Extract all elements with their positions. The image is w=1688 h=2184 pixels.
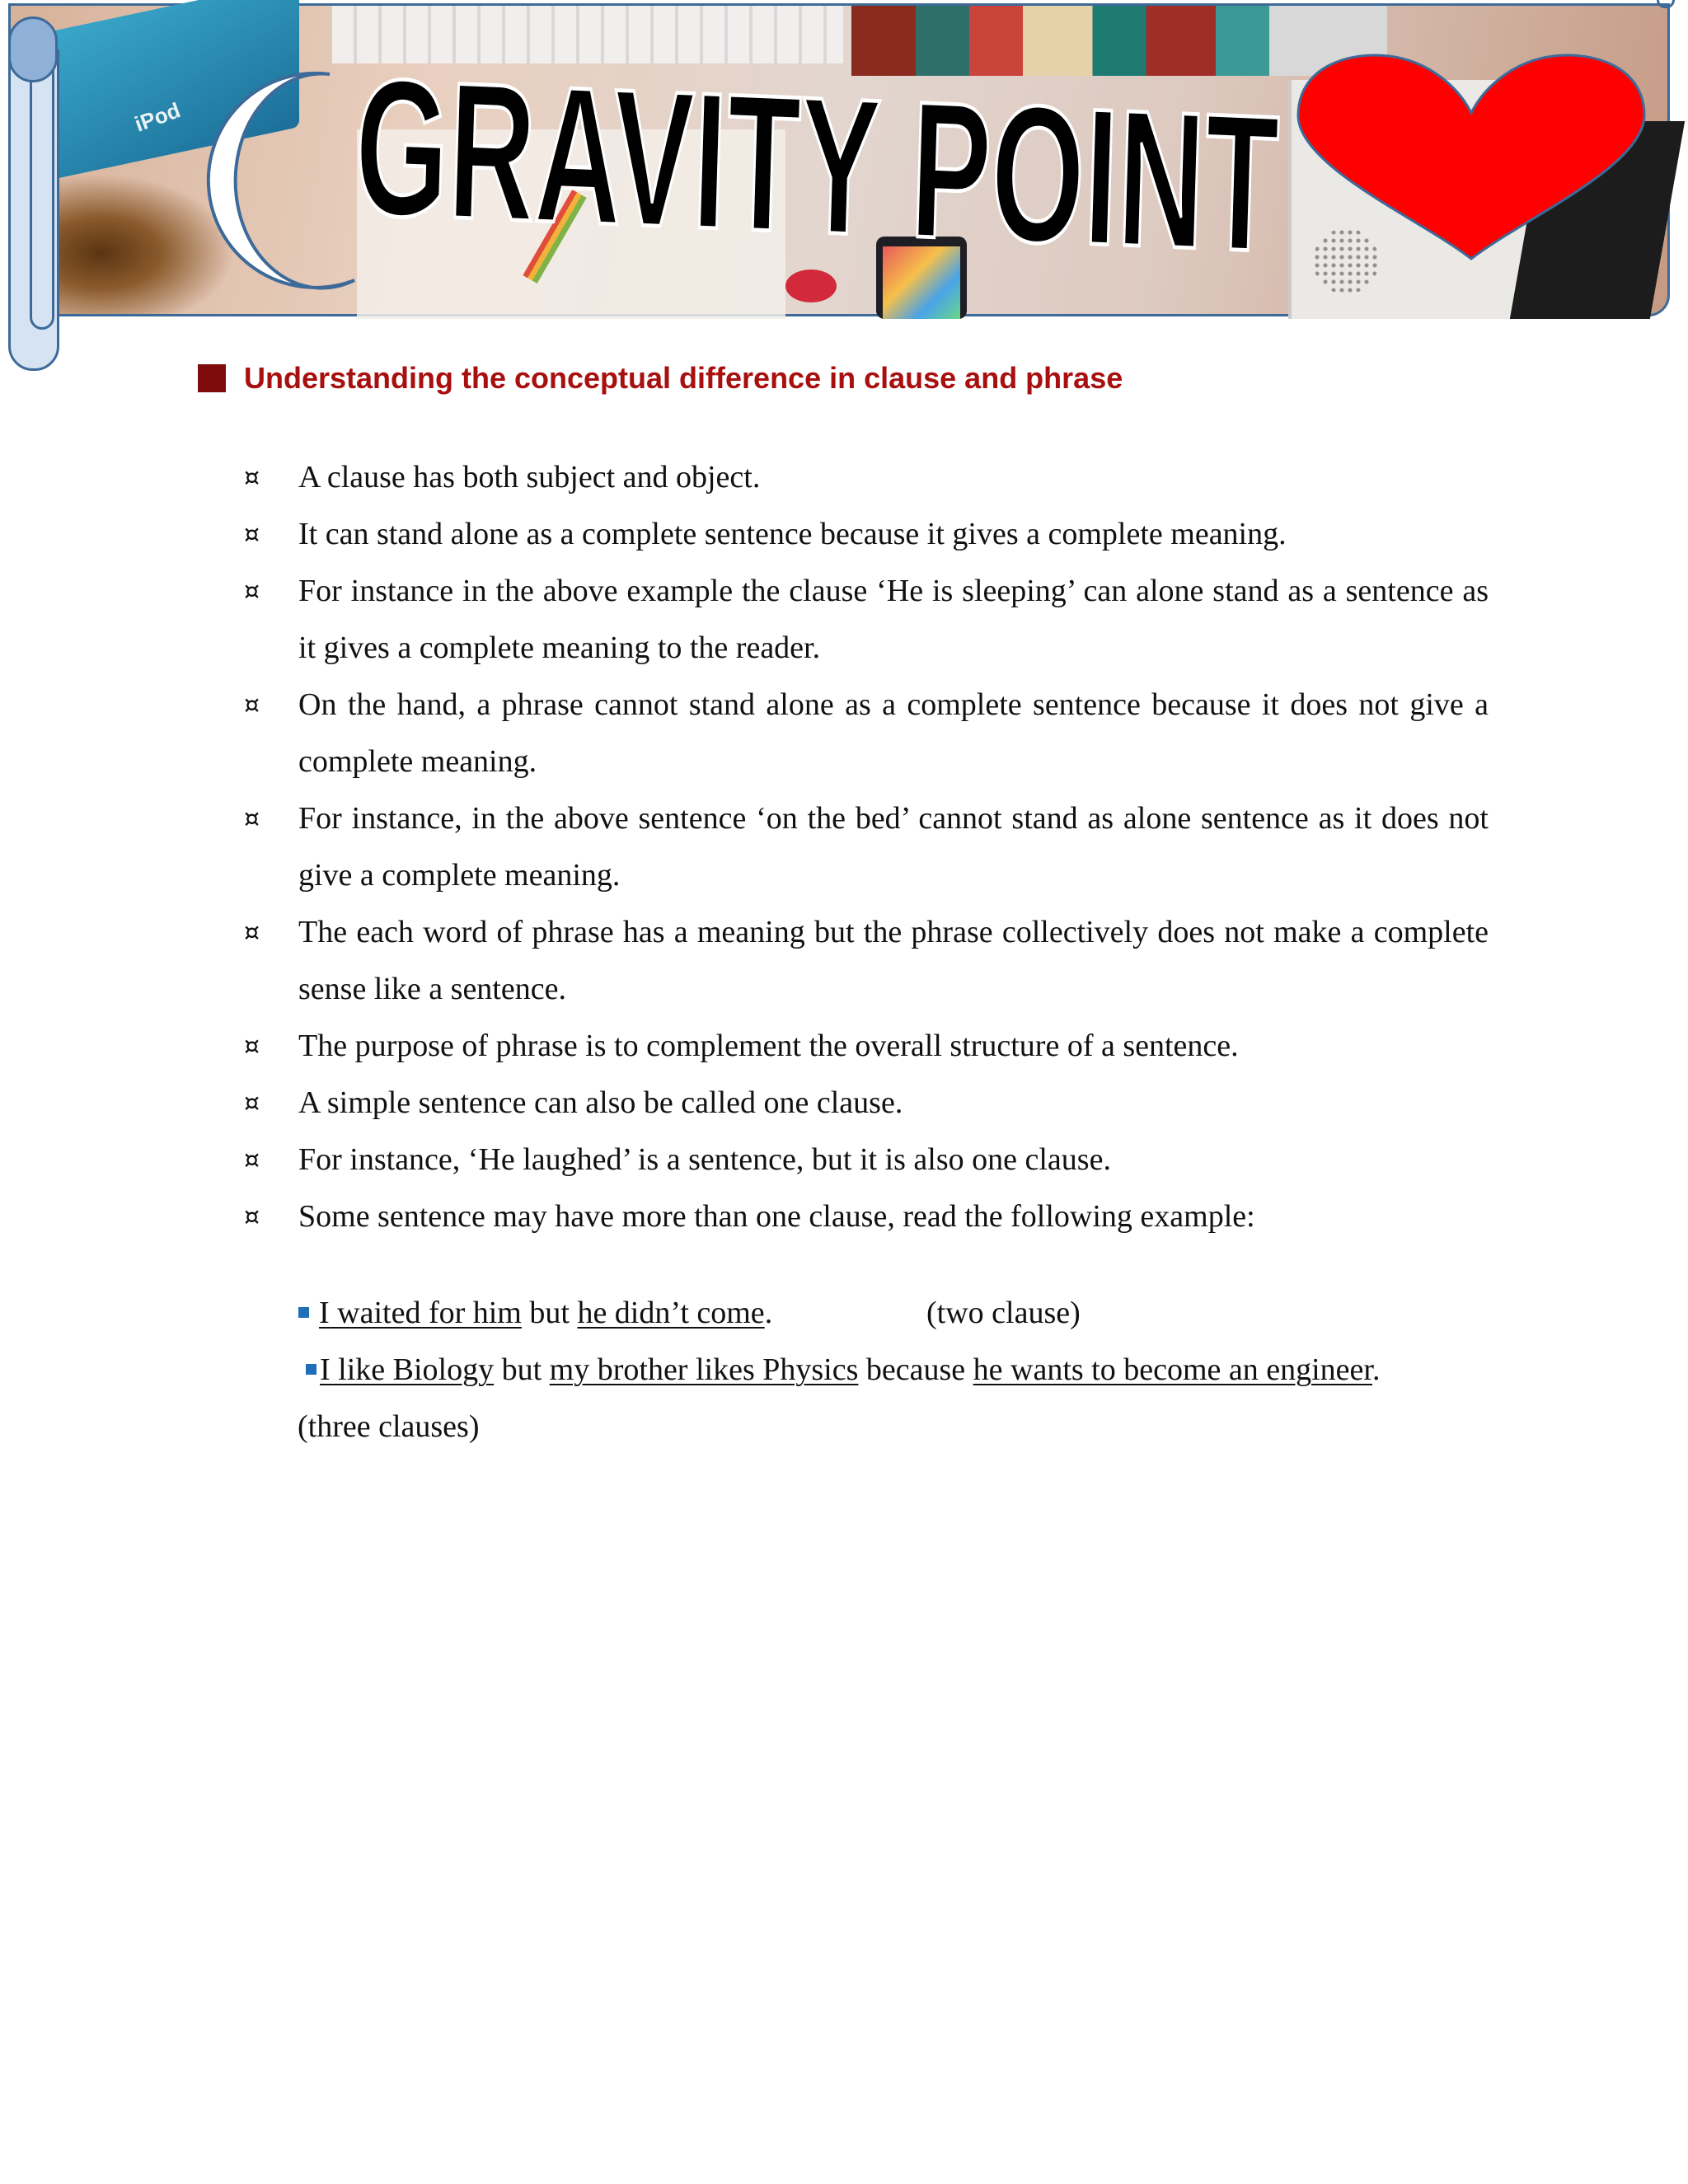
square-bullet-icon bbox=[298, 1307, 309, 1318]
bullet-text: For instance in the above example the clause ‘He is sleeping’ can alone stand as a sentence as it gives a complete meaning to the reader. bbox=[298, 574, 1489, 665]
heart-icon bbox=[1290, 51, 1653, 265]
list-item bbox=[244, 904, 1489, 1018]
examples-block bbox=[298, 1285, 1518, 1455]
bullet-list bbox=[244, 449, 1489, 1245]
bullet-text: It can stand alone as a complete sentence because it gives a complete meaning. bbox=[298, 517, 1287, 551]
bullet-text: On the hand, a phrase cannot stand alone as a complete sentence because it does not give a complete meaning. bbox=[298, 687, 1489, 779]
example2-clause-2: my brother likes Physics bbox=[549, 1352, 859, 1387]
list-item bbox=[244, 1018, 1489, 1075]
example2-label: (three clauses) bbox=[298, 1409, 480, 1444]
example-line-2-label bbox=[298, 1399, 1518, 1455]
currency-bullet-icon: ¤ bbox=[244, 1202, 260, 1231]
bullet-text: The purpose of phrase is to complement the overall structure of a sentence. bbox=[298, 1029, 1239, 1063]
list-item bbox=[244, 790, 1489, 904]
banner-title-text: GRAVITY POINT bbox=[352, 38, 1625, 307]
currency-bullet-icon: ¤ bbox=[244, 463, 260, 492]
example1-clause-1: I waited for him bbox=[319, 1296, 522, 1330]
currency-bullet-icon: ¤ bbox=[244, 804, 260, 833]
heading-square-icon bbox=[198, 364, 226, 392]
example2-conjunction-2: because bbox=[858, 1352, 973, 1387]
example1-label: (two clause) bbox=[926, 1296, 1081, 1330]
list-item bbox=[244, 677, 1489, 790]
example1-period: . bbox=[764, 1296, 773, 1330]
example-line-1 bbox=[298, 1285, 1518, 1342]
currency-bullet-icon: ¤ bbox=[244, 918, 260, 947]
example-line-2 bbox=[306, 1342, 1518, 1399]
example2-clause-1: I like Biology bbox=[320, 1352, 495, 1387]
list-item bbox=[244, 1075, 1489, 1132]
list-item bbox=[244, 563, 1489, 677]
bullet-text: For instance, in the above sentence ‘on the bed’ cannot stand as alone sentence as it does not give a complete meaning. bbox=[298, 801, 1489, 893]
bullet-text: A simple sentence can also be called one clause. bbox=[298, 1085, 903, 1120]
example2-period: . bbox=[1372, 1352, 1381, 1387]
example1-conjunction: but bbox=[521, 1296, 578, 1330]
list-item bbox=[244, 449, 1489, 506]
bullet-text: For instance, ‘He laughed’ is a sentence, but it is also one clause. bbox=[298, 1142, 1111, 1177]
example1-clause-2: he didn’t come bbox=[577, 1296, 765, 1330]
section-heading-text: Understanding the conceptual difference in clause and phrase bbox=[244, 361, 1123, 395]
list-item bbox=[244, 506, 1489, 563]
banner-laptop-label: iPod bbox=[131, 97, 184, 137]
list-item bbox=[244, 1132, 1489, 1188]
currency-bullet-icon: ¤ bbox=[244, 691, 260, 719]
currency-bullet-icon: ¤ bbox=[244, 1146, 260, 1174]
bullet-text: A clause has both subject and object. bbox=[298, 460, 761, 494]
currency-bullet-icon: ¤ bbox=[244, 1032, 260, 1061]
example2-clause-3: he wants to become an engineer bbox=[973, 1352, 1372, 1387]
list-item bbox=[244, 1188, 1489, 1245]
scroll-curl-decoration bbox=[8, 16, 58, 82]
banner-title bbox=[338, 33, 1625, 307]
example2-conjunction-1: but bbox=[494, 1352, 550, 1387]
square-bullet-icon bbox=[306, 1364, 316, 1375]
bullet-text: The each word of phrase has a meaning but the phrase collectively does not make a complete sense like a sentence. bbox=[298, 915, 1489, 1006]
currency-bullet-icon: ¤ bbox=[244, 577, 260, 606]
bullet-text: Some sentence may have more than one clause, read the following example: bbox=[298, 1199, 1255, 1234]
currency-bullet-icon: ¤ bbox=[244, 520, 260, 549]
section-heading bbox=[198, 361, 1123, 396]
currency-bullet-icon: ¤ bbox=[244, 1089, 260, 1118]
